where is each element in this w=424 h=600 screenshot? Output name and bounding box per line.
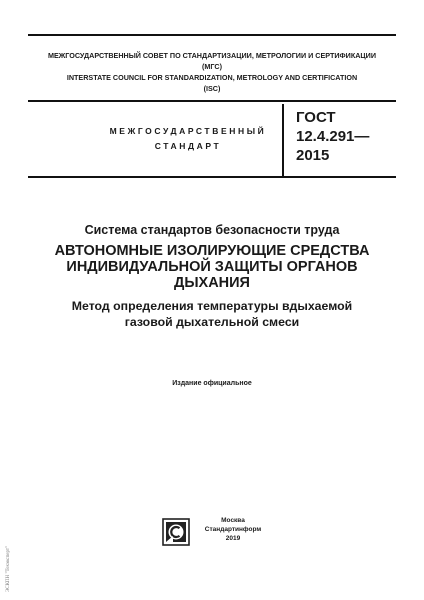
publisher-text <box>198 516 268 543</box>
watermark <box>4 526 18 596</box>
publisher-city: Москва <box>221 517 245 524</box>
gost-year: 2015 <box>296 147 330 164</box>
designation-row <box>28 104 396 178</box>
publisher-block <box>162 516 272 552</box>
watermark-text: ЭСКПН "Техэксперт" <box>6 545 11 592</box>
publisher-name: Стандартинформ <box>204 526 262 533</box>
council-name-en: INTERSTATE COUNCIL FOR STANDARDIZATION, METROLOGY AND CERTIFICATION <box>66 73 358 82</box>
gost-designation-box <box>282 104 398 176</box>
council-abbr-en: (ISC) <box>203 84 221 93</box>
main-title: АВТОНОМНЫЕ ИЗОЛИРУЮЩИЕ СРЕДСТВА ИНДИВИДУАЛЬНОЙ ЗАЩИТЫ ОРГАНОВ ДЫХАНИЯ <box>54 243 370 291</box>
gost-number: 12.4.291— <box>296 128 370 145</box>
publisher-year: 2019 <box>225 535 241 542</box>
interstate-standard-label <box>88 124 288 154</box>
subtitle: Метод определения температуры вдыхаемой газовой дыхательной смеси <box>71 299 353 329</box>
interstate-label-line2: СТАНДАРТ <box>154 141 222 151</box>
council-header <box>28 34 396 102</box>
standartinform-logo-icon <box>162 518 190 546</box>
council-abbr-ru: (МГС) <box>202 62 222 71</box>
gost-designation <box>296 108 369 165</box>
edition-label: Издание официальное <box>172 380 252 387</box>
council-name-ru: МЕЖГОСУДАРСТВЕННЫЙ СОВЕТ ПО СТАНДАРТИЗАЦИИ, МЕТРОЛОГИИ И СЕРТИФИКАЦИИ <box>47 51 377 60</box>
system-title: Система стандартов безопасности труда <box>84 223 340 237</box>
gost-prefix: ГОСТ <box>296 109 336 126</box>
title-block <box>28 222 396 330</box>
interstate-label-line1: МЕЖГОСУДАРСТВЕННЫЙ <box>109 126 267 136</box>
